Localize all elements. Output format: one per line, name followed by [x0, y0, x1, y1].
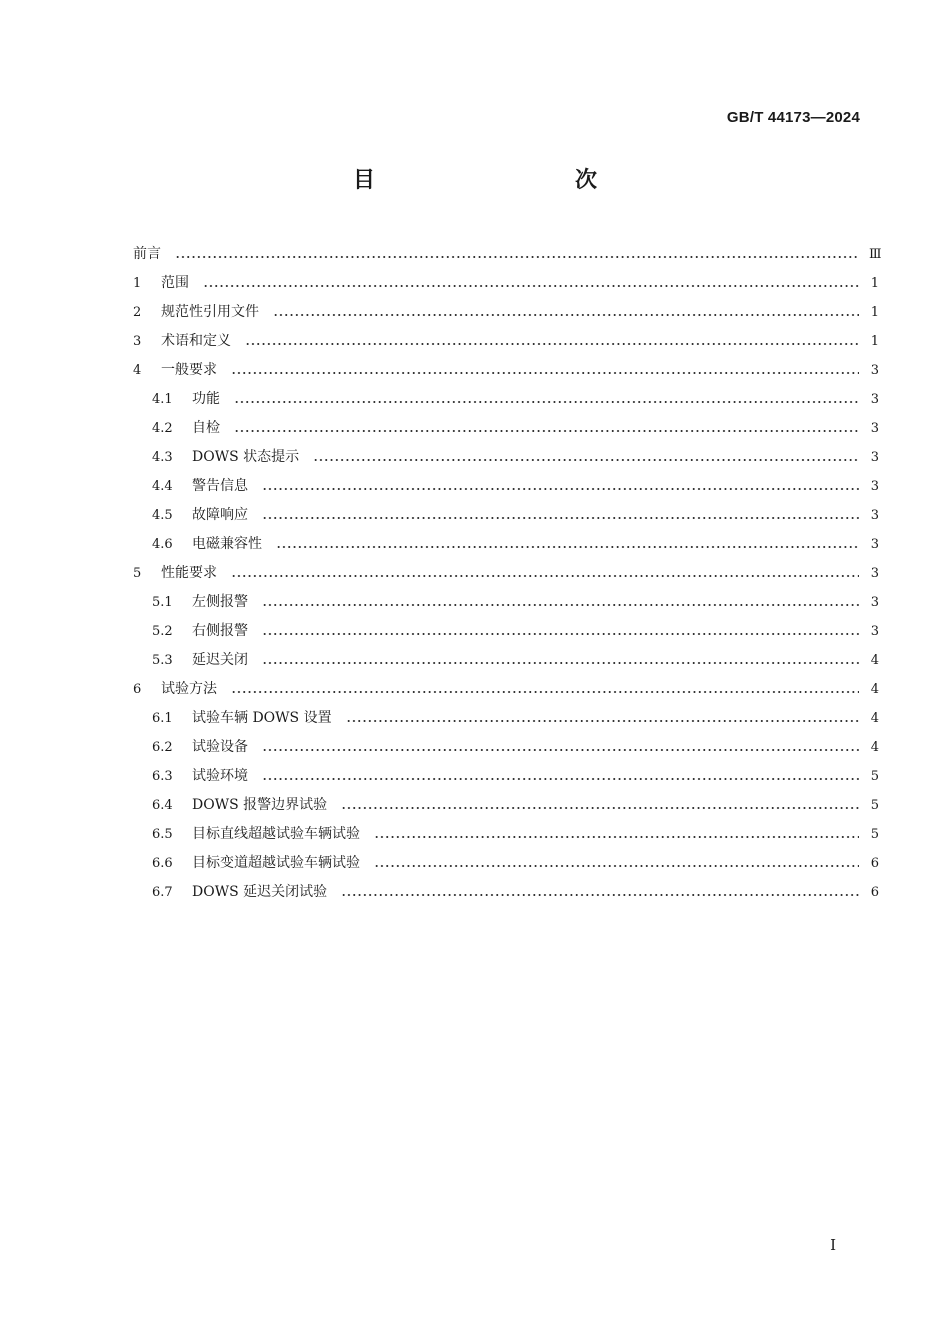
- toc-entry-page: 3: [870, 392, 879, 407]
- toc-entry[interactable]: [133, 385, 879, 414]
- toc-entry-title: 自检: [192, 420, 220, 436]
- toc-entry[interactable]: [133, 356, 879, 385]
- toc-entry-number: 4.2: [152, 421, 173, 436]
- toc-entry-page: 6: [870, 885, 879, 900]
- toc-entry[interactable]: [133, 559, 879, 588]
- toc-entry[interactable]: [133, 617, 879, 646]
- dot-leader: [262, 617, 859, 646]
- toc-entry-number: 4: [133, 363, 142, 378]
- toc-entry-number: 6.6: [152, 856, 173, 871]
- toc-entry-page: 3: [870, 624, 879, 639]
- toc-entry-title: 试验设备: [192, 739, 248, 755]
- toc-entry-number: 5.1: [152, 595, 173, 610]
- toc-entry-number: 5.2: [152, 624, 173, 639]
- toc-entry[interactable]: [133, 530, 879, 559]
- toc-entry-title: 试验方法: [161, 681, 217, 697]
- toc-entry-title: DOWS 报警边界试验: [192, 797, 328, 813]
- dot-leader: [175, 240, 859, 269]
- toc-entry-title: 目标变道超越试验车辆试验: [192, 855, 360, 871]
- dot-leader: [262, 588, 859, 617]
- toc-entry-title: DOWS 状态提示: [192, 449, 300, 465]
- page-title: 目 次: [352, 168, 649, 193]
- toc-entry-number: 4.4: [152, 479, 173, 494]
- dot-leader: [262, 646, 859, 675]
- toc-entry-number: 4.1: [152, 392, 173, 407]
- dot-leader: [262, 733, 859, 762]
- toc-entry-page: 3: [870, 421, 879, 436]
- toc-entry-title: 一般要求: [161, 362, 217, 378]
- toc-entry-page: 3: [870, 566, 879, 581]
- page-number: I: [830, 1236, 836, 1254]
- toc-entry-page: 3: [870, 595, 879, 610]
- toc-entry-page: 4: [870, 682, 879, 697]
- toc-entry[interactable]: [133, 820, 879, 849]
- toc-entry-number: 6.5: [152, 827, 173, 842]
- toc-entry[interactable]: [133, 675, 879, 704]
- toc-entry-title: 故障响应: [192, 507, 248, 523]
- toc-entry-page: 4: [870, 653, 879, 668]
- toc-entry-page: 3: [870, 479, 879, 494]
- toc-entry[interactable]: [133, 501, 879, 530]
- toc-entry-number: 6.1: [152, 711, 173, 726]
- toc-entry-number: 6.7: [152, 885, 173, 900]
- dot-leader: [203, 269, 859, 298]
- dot-leader: [341, 878, 859, 907]
- toc-entry-page: 1: [870, 276, 879, 291]
- toc-entry[interactable]: [133, 588, 879, 617]
- toc-entry-number: 2: [133, 305, 142, 320]
- toc-entry-page: 3: [870, 508, 879, 523]
- toc-entry[interactable]: [133, 878, 879, 907]
- toc-entry-page: 5: [870, 827, 879, 842]
- dot-leader: [234, 414, 859, 443]
- toc-entry-title: 电磁兼容性: [192, 536, 262, 552]
- dot-leader: [341, 791, 859, 820]
- toc-entry-title: 前言: [133, 246, 161, 262]
- dot-leader: [231, 559, 859, 588]
- dot-leader: [374, 849, 859, 878]
- toc-entry-title: 范围: [161, 275, 189, 291]
- toc-entry-page: 1: [870, 334, 879, 349]
- toc-entry-title: 规范性引用文件: [161, 304, 259, 320]
- toc-entry[interactable]: [133, 472, 879, 501]
- toc-entry-page: 1: [870, 305, 879, 320]
- toc-entry-page: Ⅲ: [869, 247, 882, 262]
- toc-entry[interactable]: [133, 443, 879, 472]
- toc-entry-page: 5: [870, 769, 879, 784]
- toc-entry-number: 6.2: [152, 740, 173, 755]
- toc-entry[interactable]: [133, 298, 879, 327]
- toc-entry-number: 6: [133, 682, 142, 697]
- toc-entry-title: 警告信息: [192, 478, 248, 494]
- toc-entry-page: 5: [870, 798, 879, 813]
- toc-entry-number: 6.3: [152, 769, 173, 784]
- table-of-contents: [133, 240, 882, 907]
- toc-entry-number: 1: [133, 276, 142, 291]
- toc-entry-number: 5: [133, 566, 142, 581]
- dot-leader: [262, 762, 859, 791]
- toc-entry[interactable]: [133, 704, 879, 733]
- toc-entry-number: 5.3: [152, 653, 173, 668]
- dot-leader: [231, 675, 859, 704]
- toc-entry-title: 目标直线超越试验车辆试验: [192, 826, 360, 842]
- dot-leader: [313, 443, 859, 472]
- toc-entry-number: 4.3: [152, 450, 173, 465]
- toc-entry-title: 性能要求: [161, 565, 217, 581]
- toc-entry[interactable]: [133, 849, 879, 878]
- dot-leader: [262, 501, 859, 530]
- toc-entry[interactable]: [133, 791, 879, 820]
- toc-entry-number: 4.6: [152, 537, 173, 552]
- toc-entry-number: 4.5: [152, 508, 173, 523]
- toc-entry[interactable]: [133, 733, 879, 762]
- toc-entry[interactable]: [133, 762, 879, 791]
- dot-leader: [374, 820, 859, 849]
- toc-entry-page: 3: [870, 363, 879, 378]
- dot-leader: [231, 356, 859, 385]
- toc-entry-number: 6.4: [152, 798, 173, 813]
- standard-code: GB/T 44173—2024: [726, 109, 860, 126]
- toc-entry-title: DOWS 延迟关闭试验: [192, 884, 328, 900]
- toc-entry-title: 延迟关闭: [192, 652, 248, 668]
- toc-entry-number: 3: [133, 334, 142, 349]
- dot-leader: [262, 472, 859, 501]
- toc-entry-title: 左侧报警: [192, 594, 248, 610]
- toc-entry-page: 6: [870, 856, 879, 871]
- toc-entry-page: 4: [870, 740, 879, 755]
- toc-entry[interactable]: [133, 269, 879, 298]
- dot-leader: [234, 385, 859, 414]
- dot-leader: [276, 530, 859, 559]
- toc-entry-title: 术语和定义: [161, 333, 231, 349]
- toc-entry-page: 3: [870, 450, 879, 465]
- toc-entry[interactable]: [133, 646, 879, 675]
- dot-leader: [346, 704, 859, 733]
- toc-entry-title: 右侧报警: [192, 623, 248, 639]
- toc-entry-title: 试验环境: [192, 768, 248, 784]
- toc-entry-page: 3: [870, 537, 879, 552]
- toc-entry[interactable]: [133, 414, 879, 443]
- toc-entry[interactable]: [133, 327, 879, 356]
- toc-entry-title: 试验车辆 DOWS 设置: [192, 710, 332, 726]
- toc-entry[interactable]: [133, 240, 882, 269]
- dot-leader: [273, 298, 859, 327]
- dot-leader: [245, 327, 859, 356]
- toc-entry-title: 功能: [192, 391, 220, 407]
- toc-entry-page: 4: [870, 711, 879, 726]
